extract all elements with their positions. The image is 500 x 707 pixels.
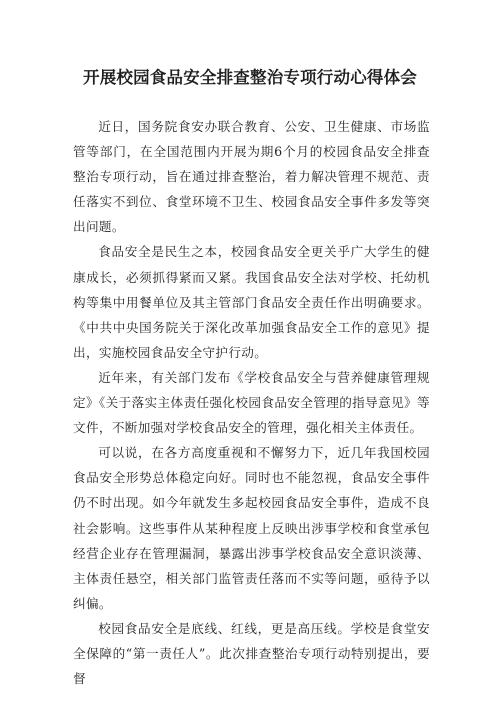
paragraph-3: 近年来，有关部门发布《学校食品安全与营养健康管理规定》《关于落实主体责任强化校园食品安全管理的指导意见》等文件，不断加强对学校食品安全的管理，强化相关主体责任。 [73,369,430,436]
paragraph-5: 校园食品安全是底线、红线，更是高压线。学校是食堂安全保障的“第一责任人”。此次排查整治专项行动特别提出，要督 [73,620,430,687]
paragraph-2: 食品安全是民生之本，校园食品安全更关乎广大学生的健康成长，必须抓得紧而又紧。我国食品安全法对学校、托幼机构等集中用餐单位及其主管部门食品安全责任作出明确要求。《中共中央国务院关于深化改革加强食品安全工作的意见》提出，实施校园食品安全守护行动。 [73,244,430,360]
document-body [73,114,430,691]
document-title: 开展校园食品安全排查整治专项行动心得体会 [83,68,417,87]
paragraph-1: 近日，国务院食安办联合教育、公安、卫生健康、市场监管等部门，在全国范围内开展为期6个月的校园食品安全排查整治专项行动，旨在通过排查整治，着力解决管理不规范、责任落实不到位、食堂环境不卫生、校园食品安全事件多发等突出问题。 [73,119,430,235]
paragraph-4: 可以说，在各方高度重视和不懈努力下，近几年我国校园食品安全形势总体稳定向好。同时也不能忽视，食品安全事件仍不时出现。如今年就发生多起校园食品安全事件，造成不良社会影响。这些事件从某种程度上反映出涉事学校和食堂承包经营企业存在管理漏洞，暴露出涉事学校食品安全意识淡薄、主体责任悬空，相关部门监管责任落而不实等问题，亟待予以纠偏。 [73,445,430,611]
